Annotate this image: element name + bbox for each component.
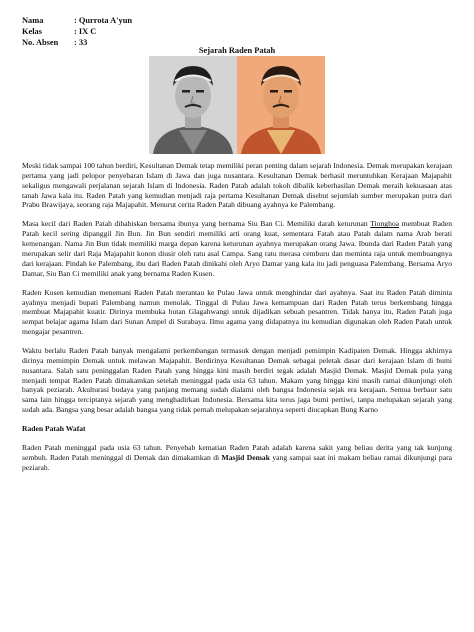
portrait-grayscale-drawing xyxy=(149,56,237,154)
section-subtitle: Raden Patah Wafat xyxy=(22,424,86,434)
portrait-colored xyxy=(237,56,325,154)
paragraph-2-start: Masa kecil dari Raden Patah dihabiskan bersama ibunya yang bernama Siu Ban Ci. Memiliki darah keturunan xyxy=(22,219,371,229)
paragraph-1: Meski tidak sampai 100 tahun berdiri, Kesultanan Demak tetap memiliki peran penting dalam sejarah Indonesia. Demak merupakan kerajaan pertama yang jadi pelopor penyebaran Islam di Jawa dan juga nusantara. Kesultanan Demak berhasil meruntuhkan Kerajaan Majapahit sekaligus mengawali perjalanan sejarah Islam di Indonesia. Raden Patah adalah tokoh dibalik keberhasilan Demak meraih kekuasaan atas tanah Jawa kala itu. Raden Patah yang kemudian menjadi raja pertama Kesultanan Demak disebut sejumlah sumber merupakan putra dari Prabu Brawijaya, seorang raja Majapahit. Menurut cerita Raden Patah dibuang ayahnya ke Palembang. xyxy=(22,161,452,210)
underlined-word: Tionghoa xyxy=(370,219,400,229)
portrait-grayscale xyxy=(149,56,237,154)
paragraph-2-end: membuat Raden Patah kecil sering dipanggil Jin Bun. Jin Bun sendiri memiliki arti orang kuat, sementara Fatah atau Patah dalam nama Arab berati kemenangan. Nama Jin Bun tidak memiliki marga depan karena keturunan ayahnya merupakan orang Jawa. Ibunda dari Raden Patah yang merupakan selir dari Raja Majapahit konon diusir oleh ratu asal Campa. Sang ratu merasa cemburu dan meminta raja untuk membuangnya dari kerajaan. Pindah ke Palembang, ibu dari Raden Patah dinikahi oleh Aryo Damar yang kala itu jadi penguasa Palembang. Bersama Aryo Damar, Siu Ban Ci memiliki anak yang bernama Raden Kusen. xyxy=(22,219,452,278)
absen-label: No. Absen xyxy=(22,38,59,47)
name-label: Nama xyxy=(22,16,44,25)
class-value: : IX C xyxy=(74,27,97,36)
paragraph-3: Raden Kusen kemudian menemani Raden Patah merantau ke Pulau Jawa untuk menghindar dari ayahnya. Saat itu Raden Patah diminta ayahnya menjadi bupati Palembang namun menolak. Tinggal di Pulau Jawa kemampuan dari Raden Patah terus berkembang hingga membuat Majapahit kuatir. Dirinya membuka hutan Glagahwangi untuk dijadikan sebuah pesantren. Tidak hanya itu, Raden Patah juga sempat belajar agama Islam dari Sunan Ampel di Surabaya. Ilmu agama yang didapatnya itu kemudian digunakan oleh Raden Patah untuk mengajar pesantren. xyxy=(22,287,452,337)
name-value: : Qurrota A'yun xyxy=(74,16,133,25)
student-header xyxy=(22,15,132,48)
article-body xyxy=(22,161,452,482)
absen-value: : 33 xyxy=(74,38,88,47)
page-title: Sejarah Raden Patah xyxy=(198,46,276,55)
portrait-colored-drawing xyxy=(237,56,325,154)
paragraph-4: Waktu berlalu Raden Patah banyak mengalami perkembangan termasuk dengan menjadi pemimpin Kadipaten Demak. Hingga akhirnya dirinya memimpin Demak untuk melawan Majapahit. Berdirinya Kesultanan Demak sebagai peletak dasar dari kerajaan Islam di bumi nusantara. Salah satu peninggalan Raden Patah yang hingga kini masih berdiri tegak adalah Masjid Demak. Masjid Demak pula yang menjadi tempat Raden Patah dimakamkan setelah meninggal pada usia 63 tahun. Makam yang hingga kini masih ramai dikunjungi oleh banyak peziarah. Akulturasi budaya yang panjang memang sudah dialami oleh bangsa Indonesia sejak era kerajaan. Semua berbaur satu sama lain hingga terciptanya sejarah yang menghadirkan Indonesia. Bersama kita terus jaga bumi pertiwi, tanpa melupakan sejarah yang sudah ada. Bangsa yang besar adalah bangsa yang tidak pernah melupakan sejarahnya seperti diucapkan Bung Karno xyxy=(22,346,452,415)
paragraph-2 xyxy=(22,219,452,278)
name-row xyxy=(22,15,132,26)
paragraph-5-end: yang sampai saat ini makam beliau ramai dikunjungi para peziarah. xyxy=(22,453,452,472)
portrait-images xyxy=(149,56,325,154)
bold-place-name: Masjid Demak xyxy=(221,453,270,463)
paragraph-5-start: Raden Patah meninggal pada usia 63 tahun. Penyebab kematian Raden Patah adalah karena sakit yang beliau derita yang tak kunjung sembuh. Raden Patah meninggal di Demak dan dimakamkan di xyxy=(22,443,452,463)
class-label: Kelas xyxy=(22,27,43,36)
paragraph-5 xyxy=(22,443,452,473)
class-row xyxy=(22,26,132,37)
